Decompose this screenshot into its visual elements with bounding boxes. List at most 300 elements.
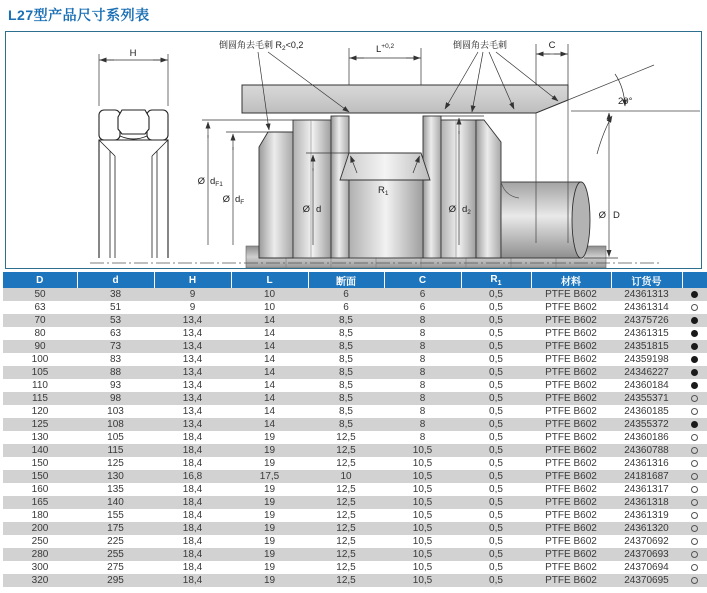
table-row: [3, 548, 707, 561]
table-cell: 16,8: [182, 471, 203, 482]
table-cell: 108: [107, 419, 124, 430]
table-cell: 24181687: [624, 471, 669, 482]
table-cell: PTFE B602: [545, 315, 597, 326]
table-cell: 8: [419, 315, 426, 326]
table-cell: 6: [419, 289, 426, 300]
table-cell: 70: [34, 315, 46, 326]
table-cell: 24351815: [624, 341, 669, 352]
dim-h: [99, 54, 168, 106]
table-cell: 10,5: [412, 445, 433, 456]
table-cell: 18,4: [182, 432, 203, 443]
table-cell: 19: [263, 510, 276, 521]
availability-cell: [682, 470, 707, 483]
rod-end: [501, 182, 590, 258]
table-cell: 175: [107, 523, 124, 534]
table-cell: 0,5: [489, 380, 503, 391]
table-cell: 10,5: [412, 549, 433, 560]
table-cell: 120: [31, 406, 49, 417]
table-cell: 19: [263, 575, 276, 586]
table-cell: 24360788: [624, 445, 669, 456]
table-cell: 8,5: [339, 380, 353, 391]
dimension-table: [3, 272, 707, 587]
table-cell: 24355372: [624, 419, 669, 430]
table-cell: 0,5: [489, 549, 503, 560]
table-cell: 0,5: [489, 562, 503, 573]
table-cell: 38: [109, 289, 122, 300]
table-cell: 88: [109, 367, 122, 378]
table-cell: 165: [31, 497, 49, 508]
availability-cell: [682, 457, 707, 470]
table-cell: 160: [31, 484, 49, 495]
availability-cell: [682, 340, 707, 353]
table-cell: 24346227: [624, 367, 669, 378]
filled-circle-icon: [691, 317, 698, 324]
table-cell: 13,4: [182, 341, 203, 352]
label-l: $L^{+0,2}$: [376, 43, 395, 55]
table-cell: 8: [419, 367, 426, 378]
table-cell: PTFE B602: [545, 510, 597, 521]
table-cell: 19: [263, 523, 276, 534]
table-cell: 105: [107, 432, 124, 443]
filled-circle-icon: [691, 291, 698, 298]
table-cell: 155: [107, 510, 124, 521]
table-cell: 14: [263, 315, 276, 326]
table-cell: 12,5: [336, 575, 356, 586]
label-h: H: [129, 48, 137, 59]
table-cell: 103: [107, 406, 124, 417]
table-cell: 300: [31, 562, 49, 573]
table-cell: 0,5: [489, 510, 503, 521]
table-row: [3, 301, 707, 314]
table-cell: 24370694: [624, 562, 669, 573]
filled-circle-icon: [691, 369, 698, 376]
table-row: [3, 431, 707, 444]
table-cell: 13,4: [182, 406, 203, 417]
open-circle-icon: [691, 304, 698, 311]
open-circle-icon: [691, 395, 698, 402]
table-cell: 12,5: [336, 536, 356, 547]
column-header: C: [384, 272, 461, 288]
availability-cell: [682, 301, 707, 314]
table-cell: 12,5: [336, 523, 356, 534]
table-cell: 8: [419, 380, 426, 391]
table-cell: 8: [419, 341, 426, 352]
table-cell: 18,4: [182, 549, 203, 560]
table-row: [3, 522, 707, 535]
table-cell: PTFE B602: [545, 328, 597, 339]
table-row: [3, 405, 707, 418]
seal-cross-section: [99, 110, 168, 258]
table-cell: 10,5: [412, 536, 433, 547]
availability-cell: [682, 353, 707, 366]
table-cell: PTFE B602: [545, 445, 597, 456]
table-row: [3, 535, 707, 548]
table-cell: 8: [419, 393, 426, 404]
page-title: L27型产品尺寸系列表: [8, 7, 150, 23]
table-cell: 9: [189, 289, 196, 300]
table-cell: 130: [31, 432, 49, 443]
table-cell: 14: [263, 380, 276, 391]
table-cell: 8,5: [339, 328, 353, 339]
table-cell: 10,5: [412, 575, 433, 586]
table-cell: 10,5: [412, 458, 433, 469]
table-cell: 13,4: [182, 380, 203, 391]
table-cell: 24361320: [624, 523, 669, 534]
table-cell: PTFE B602: [545, 575, 597, 586]
table-cell: PTFE B602: [545, 406, 597, 417]
table-cell: 8,5: [339, 419, 353, 430]
table-cell: 24360185: [624, 406, 669, 417]
table-cell: 17,5: [259, 471, 280, 482]
column-header: 断面: [308, 272, 384, 288]
table-cell: 13,4: [182, 354, 203, 365]
table-cell: 8: [419, 354, 426, 365]
table-cell: 19: [263, 432, 276, 443]
table-cell: PTFE B602: [545, 523, 597, 534]
table-cell: 19: [263, 445, 276, 456]
table-cell: 13,4: [182, 419, 203, 430]
table-cell: 0,5: [489, 445, 503, 456]
table-row: [3, 483, 707, 496]
housing-bar: [242, 85, 568, 113]
table-row: [3, 561, 707, 574]
seal-in-groove: [340, 153, 430, 180]
table-cell: 12,5: [336, 497, 356, 508]
availability-cell: [682, 444, 707, 457]
label-df1: Ø $d_{F1}$: [197, 176, 223, 188]
table-cell: 53: [109, 315, 122, 326]
column-header: [682, 272, 707, 288]
seal-installation-diagram: [6, 32, 701, 268]
open-circle-icon: [691, 538, 698, 545]
table-cell: 8,5: [339, 367, 353, 378]
table-row: [3, 353, 707, 366]
table-cell: 10,5: [412, 510, 433, 521]
open-circle-icon: [691, 447, 698, 454]
table-cell: 24360184: [624, 380, 669, 391]
table-row: [3, 509, 707, 522]
availability-cell: [682, 405, 707, 418]
column-header: D: [3, 272, 77, 288]
table-cell: 19: [263, 484, 276, 495]
table-cell: 14: [263, 328, 276, 339]
table-cell: 50: [34, 289, 46, 300]
label-d: Ø d: [302, 204, 322, 215]
table-cell: 24370692: [624, 536, 669, 547]
table-cell: 12,5: [336, 432, 356, 443]
table-cell: 110: [32, 380, 48, 391]
label-df: Ø $d_F$: [222, 194, 245, 206]
label-D: Ø D: [598, 210, 620, 221]
table-cell: 73: [109, 341, 122, 352]
table-cell: 14: [263, 354, 276, 365]
availability-cell: [682, 418, 707, 431]
table-cell: 18,4: [182, 562, 203, 573]
table-cell: 10: [340, 471, 352, 482]
column-header: L: [231, 272, 308, 288]
table-cell: 200: [31, 523, 49, 534]
availability-cell: [682, 288, 707, 301]
table-cell: 0,5: [489, 315, 503, 326]
table-cell: 63: [34, 302, 46, 313]
label-angle: 20°: [618, 96, 633, 107]
table-cell: 6: [419, 302, 426, 313]
table-cell: 19: [263, 549, 276, 560]
column-header: H: [154, 272, 231, 288]
column-header: 订货号: [611, 272, 682, 288]
table-cell: 18,4: [182, 510, 203, 521]
table-cell: 0,5: [489, 432, 503, 443]
table-cell: 125: [31, 419, 49, 430]
table-cell: 295: [107, 575, 124, 586]
table-body: [3, 288, 707, 587]
table-cell: 9: [189, 302, 196, 313]
label-r1: $R_1$: [378, 185, 389, 197]
filled-circle-icon: [691, 382, 698, 389]
table-cell: 8,5: [339, 354, 353, 365]
open-circle-icon: [691, 473, 698, 480]
table-cell: 115: [107, 445, 124, 456]
table-cell: 10,5: [412, 484, 433, 495]
table-cell: 8,5: [339, 406, 353, 417]
table-cell: PTFE B602: [545, 380, 597, 391]
availability-cell: [682, 522, 707, 535]
table-cell: 24359198: [624, 354, 669, 365]
table-cell: 100: [31, 354, 49, 365]
table-cell: 19: [263, 497, 276, 508]
table-cell: 12,5: [336, 458, 356, 469]
table-cell: 14: [263, 367, 276, 378]
availability-cell: [682, 392, 707, 405]
table-cell: 8: [419, 419, 426, 430]
availability-cell: [682, 327, 707, 340]
filled-circle-icon: [691, 330, 698, 337]
open-circle-icon: [691, 434, 698, 441]
table-cell: 8,5: [339, 315, 353, 326]
filled-circle-icon: [691, 356, 698, 363]
table-cell: 6: [343, 302, 349, 313]
table-cell: 18,4: [182, 497, 203, 508]
table-cell: 19: [263, 536, 276, 547]
table-cell: 18,4: [182, 484, 203, 495]
table-cell: 19: [263, 458, 276, 469]
header-row: [3, 272, 707, 288]
availability-cell: [682, 314, 707, 327]
label-c: C: [548, 40, 556, 51]
table-cell: 10,5: [412, 471, 433, 482]
table-row: [3, 574, 707, 587]
table-cell: 255: [107, 549, 124, 560]
availability-cell: [682, 535, 707, 548]
table-cell: PTFE B602: [545, 289, 597, 300]
column-header: $R_1$: [461, 272, 531, 288]
table-cell: 115: [32, 393, 48, 404]
table-cell: PTFE B602: [545, 549, 597, 560]
open-circle-icon: [691, 577, 698, 584]
technical-drawing-box: [5, 31, 702, 269]
table-cell: 8,5: [339, 393, 353, 404]
table-cell: PTFE B602: [545, 367, 597, 378]
table-cell: 225: [107, 536, 124, 547]
filled-circle-icon: [691, 343, 698, 350]
table-cell: 8: [419, 328, 426, 339]
label-d2: Ø $d_2$: [448, 204, 471, 216]
table-cell: PTFE B602: [545, 432, 597, 443]
table-row: [3, 379, 707, 392]
table-cell: 24361315: [624, 328, 669, 339]
table-cell: 0,5: [489, 289, 503, 300]
table-cell: 24370695: [624, 575, 669, 586]
table-cell: 18,4: [182, 458, 203, 469]
column-header: 材料: [531, 272, 611, 288]
table-cell: 13,4: [182, 315, 203, 326]
table-cell: 10,5: [412, 523, 433, 534]
table-row: [3, 327, 707, 340]
table-cell: 130: [107, 471, 124, 482]
table-cell: 8,5: [339, 341, 353, 352]
table-cell: 140: [31, 445, 49, 456]
angle-annotation: [597, 74, 625, 154]
open-circle-icon: [691, 486, 698, 493]
table-cell: 18,4: [182, 445, 203, 456]
table-cell: 24361319: [624, 510, 669, 521]
table-cell: 18,4: [182, 575, 203, 586]
table-cell: 140: [107, 497, 124, 508]
table-cell: 0,5: [489, 328, 503, 339]
table-row: [3, 392, 707, 405]
availability-cell: [682, 431, 707, 444]
table-cell: 13,4: [182, 367, 203, 378]
table-cell: 125: [107, 458, 124, 469]
table-row: [3, 340, 707, 353]
table-cell: 0,5: [489, 393, 503, 404]
label-deburr-right: 倒圆角去毛刺: [453, 40, 508, 50]
table-cell: 24361317: [624, 484, 669, 495]
column-header: d: [77, 272, 154, 288]
availability-cell: [682, 483, 707, 496]
table-cell: PTFE B602: [545, 458, 597, 469]
table-cell: 0,5: [489, 367, 503, 378]
table-cell: 13,4: [182, 393, 203, 404]
table-cell: 8: [419, 432, 426, 443]
table-cell: PTFE B602: [545, 471, 597, 482]
table-cell: 0,5: [489, 354, 503, 365]
table-cell: PTFE B602: [545, 536, 597, 547]
table-cell: 0,5: [489, 302, 503, 313]
table-row: [3, 366, 707, 379]
table-cell: 0,5: [489, 497, 503, 508]
table-cell: 0,5: [489, 458, 503, 469]
table-cell: 0,5: [489, 419, 503, 430]
table-row: [3, 314, 707, 327]
table-cell: 24361314: [624, 302, 669, 313]
table-cell: 180: [31, 510, 49, 521]
table-cell: 51: [109, 302, 122, 313]
table-cell: 10,5: [412, 497, 433, 508]
table-cell: 12,5: [336, 484, 356, 495]
availability-cell: [682, 509, 707, 522]
table-cell: 8: [419, 406, 426, 417]
table-cell: 18,4: [182, 523, 203, 534]
table-row: [3, 444, 707, 457]
table-cell: 12,5: [336, 549, 356, 560]
table-cell: 0,5: [489, 523, 503, 534]
table-cell: 24360186: [624, 432, 669, 443]
table-cell: 6: [343, 289, 349, 300]
table-cell: 13,4: [182, 328, 203, 339]
table-cell: 24375726: [624, 315, 669, 326]
table-cell: 320: [31, 575, 49, 586]
table-row: [3, 288, 707, 301]
table-cell: 10: [263, 302, 276, 313]
table-cell: 24361313: [624, 289, 669, 300]
table-cell: 150: [31, 458, 49, 469]
table-cell: 275: [107, 562, 124, 573]
table-cell: 14: [263, 406, 276, 417]
table-cell: 24370693: [624, 549, 669, 560]
table-cell: PTFE B602: [545, 302, 597, 313]
open-circle-icon: [691, 525, 698, 532]
table-cell: 24361316: [624, 458, 669, 469]
table-cell: PTFE B602: [545, 419, 597, 430]
availability-cell: [682, 561, 707, 574]
table-cell: 0,5: [489, 575, 503, 586]
table-cell: 250: [31, 536, 49, 547]
table-cell: 90: [34, 341, 46, 352]
table-cell: 0,5: [489, 536, 503, 547]
table-cell: 0,5: [489, 471, 503, 482]
table-cell: 10: [263, 289, 276, 300]
table-cell: 280: [31, 549, 49, 560]
table-cell: 83: [109, 354, 122, 365]
table-cell: 18,4: [182, 536, 203, 547]
availability-cell: [682, 574, 707, 587]
availability-cell: [682, 496, 707, 509]
table-cell: PTFE B602: [545, 562, 597, 573]
availability-cell: [682, 379, 707, 392]
open-circle-icon: [691, 512, 698, 519]
table-cell: 14: [263, 393, 276, 404]
table-cell: 19: [263, 562, 276, 573]
label-deburr-left: 倒圆角去毛刺 $R_2<0,2$: [219, 40, 304, 52]
table-cell: 0,5: [489, 406, 503, 417]
table-cell: 12,5: [336, 562, 356, 573]
table-cell: PTFE B602: [545, 341, 597, 352]
table-cell: 12,5: [336, 445, 356, 456]
table-cell: 63: [109, 328, 122, 339]
table-row: [3, 418, 707, 431]
table-cell: 0,5: [489, 484, 503, 495]
dim-l: [349, 48, 421, 85]
table-cell: PTFE B602: [545, 354, 597, 365]
availability-cell: [682, 366, 707, 379]
table-row: [3, 496, 707, 509]
availability-cell: [682, 548, 707, 561]
table-row: [3, 470, 707, 483]
table-cell: 10,5: [412, 562, 433, 573]
open-circle-icon: [691, 460, 698, 467]
filled-circle-icon: [691, 421, 698, 428]
table-cell: 105: [31, 367, 49, 378]
open-circle-icon: [691, 499, 698, 506]
table-cell: PTFE B602: [545, 393, 597, 404]
table-cell: 93: [109, 380, 122, 391]
table-cell: 80: [34, 328, 46, 339]
open-circle-icon: [691, 551, 698, 558]
table-cell: 150: [31, 471, 49, 482]
table-cell: 12,5: [336, 510, 356, 521]
open-circle-icon: [691, 564, 698, 571]
